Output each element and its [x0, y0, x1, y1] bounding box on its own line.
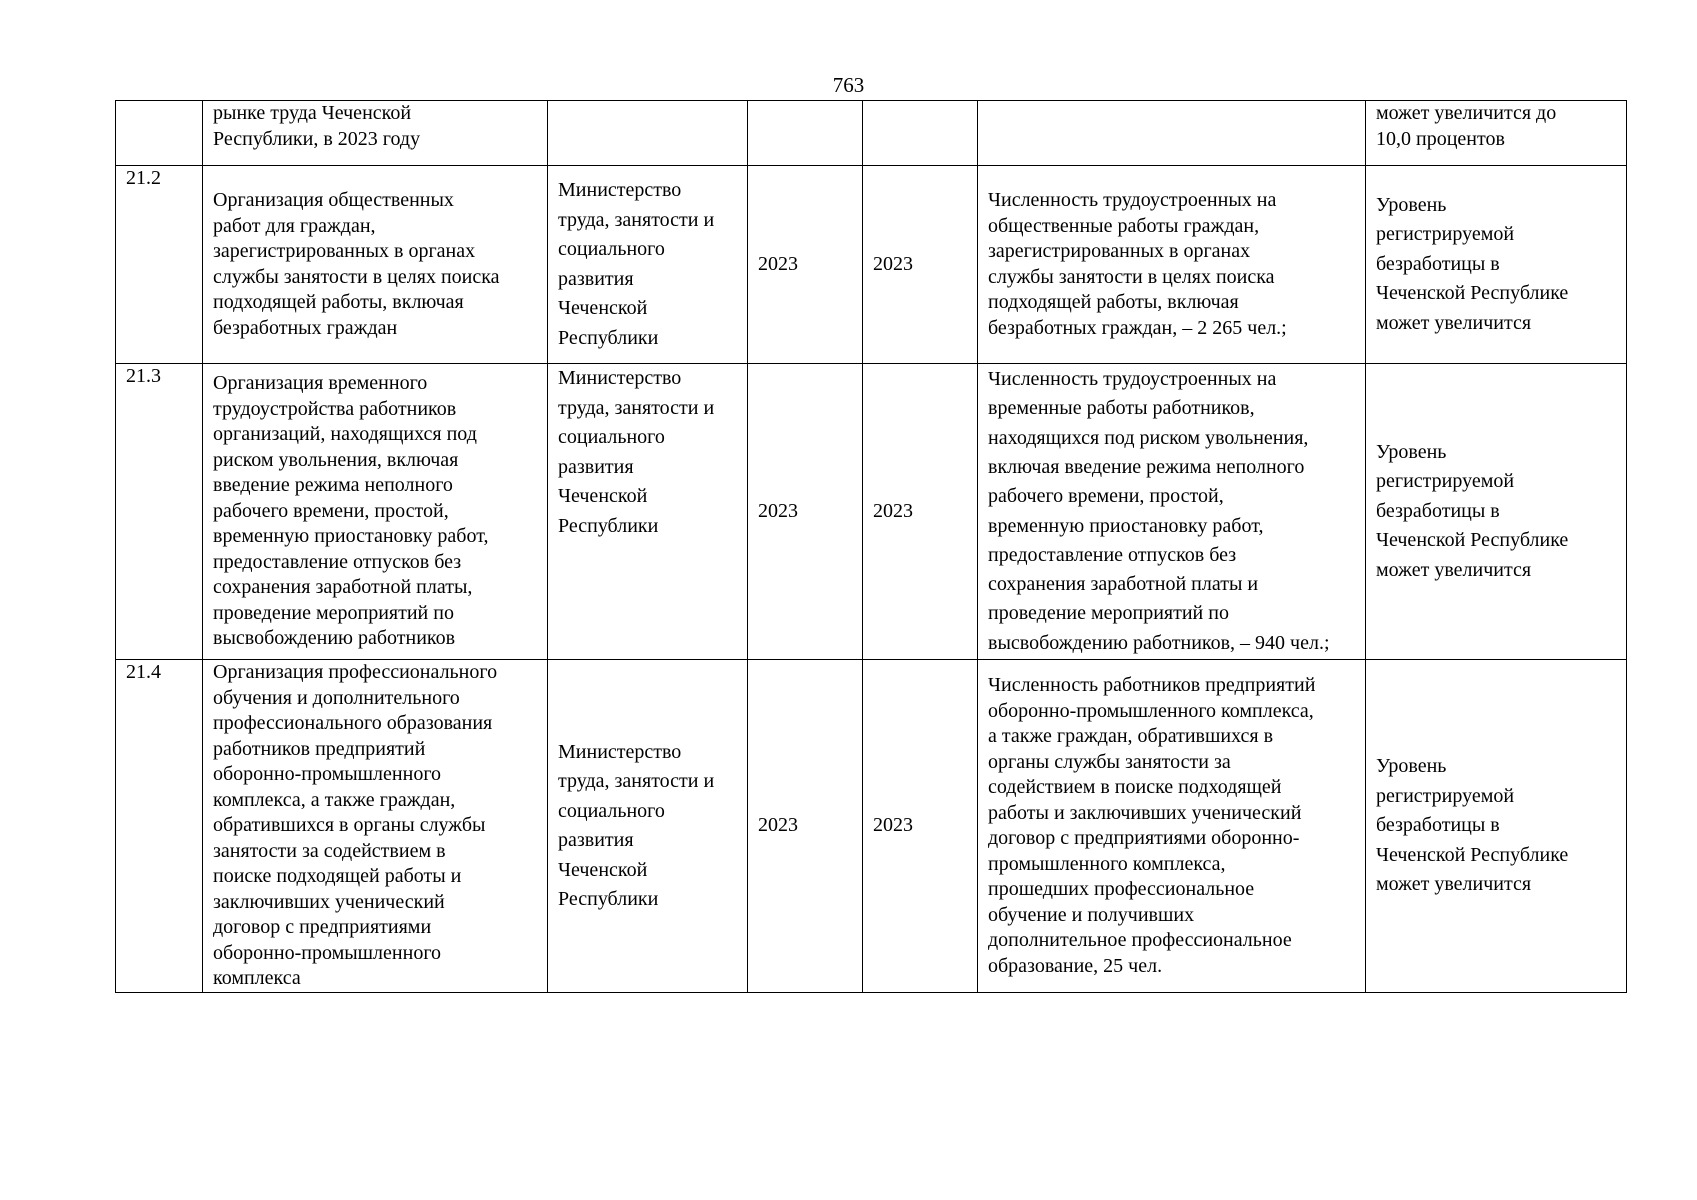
indicator-cell: Численность трудоустроенных на временные работы работников, находящихся под риском увольнения, включая введение режима неполного рабочего времени, простой, временную приостановку работ, предоставление отпусков без сохранения заработной платы и проведение мероприятий по высвобождению работников, – 940 чел.; — [978, 364, 1366, 660]
end-year-cell: 2023 — [863, 660, 978, 993]
row-number — [116, 101, 203, 166]
indicator-cell — [978, 101, 1366, 166]
measure-cell: рынке труда Чеченской Республики, в 2023 году — [203, 101, 548, 166]
row-number: 21.3 — [116, 364, 203, 660]
start-year-cell — [748, 101, 863, 166]
executor-cell: Министерство труда, занятости и социального развития Чеченской Республики — [548, 660, 748, 993]
risk-cell: может увеличится до 10,0 процентов — [1366, 101, 1627, 166]
end-year-cell — [863, 101, 978, 166]
start-year-cell: 2023 — [748, 364, 863, 660]
risk-cell: Уровень регистрируемой безработицы в Чеченской Республике может увеличится — [1366, 660, 1627, 993]
end-year-cell: 2023 — [863, 364, 978, 660]
table-row — [116, 660, 1627, 993]
measure-cell: Организация профессионального обучения и дополнительного профессионального образования работников предприятий оборонно-промышленного комплекса, а также граждан, обратившихся в органы службы занятости за содействием в поиске подходящей работы и заключивших ученический договор с предприятиями оборонно-промышленного комплекса — [203, 660, 548, 993]
executor-cell — [548, 101, 748, 166]
measure-cell: Организация общественных работ для граждан, зарегистрированных в органах службы занятости в целях поиска подходящей работы, включая безработных граждан — [203, 166, 548, 364]
table-row — [116, 101, 1627, 166]
measures-table — [115, 100, 1627, 993]
executor-cell: Министерство труда, занятости и социального развития Чеченской Республики — [548, 166, 748, 364]
end-year-cell: 2023 — [863, 166, 978, 364]
start-year-cell: 2023 — [748, 660, 863, 993]
risk-cell: Уровень регистрируемой безработицы в Чеченской Республике может увеличится — [1366, 166, 1627, 364]
start-year-cell: 2023 — [748, 166, 863, 364]
indicator-cell: Численность трудоустроенных на общественные работы граждан, зарегистрированных в органах службы занятости в целях поиска подходящей работы, включая безработных граждан, – 2 265 чел.; — [978, 166, 1366, 364]
page-number: 763 — [832, 73, 865, 97]
measure-cell: Организация временного трудоустройства работников организаций, находящихся под риском увольнения, включая введение режима неполного рабочего времени, простой, временную приостановку работ, предоставление отпусков без сохранения заработной платы, проведение мероприятий по высвобождению работников — [203, 364, 548, 660]
row-number: 21.2 — [116, 166, 203, 364]
table-row — [116, 166, 1627, 364]
row-number: 21.4 — [116, 660, 203, 993]
executor-cell: Министерство труда, занятости и социального развития Чеченской Республики — [548, 364, 748, 660]
risk-cell: Уровень регистрируемой безработицы в Чеченской Республике может увеличится — [1366, 364, 1627, 660]
indicator-cell: Численность работников предприятий оборонно-промышленного комплекса, а также граждан, обратившихся в органы службы занятости за содействием в поиске подходящей работы и заключивших ученический договор с предприятиями оборонно- промышленного комплекса, прошедших профессиональное обучение и получивших дополнительное профессиональное образование, 25 чел. — [978, 660, 1366, 993]
table-row — [116, 364, 1627, 660]
